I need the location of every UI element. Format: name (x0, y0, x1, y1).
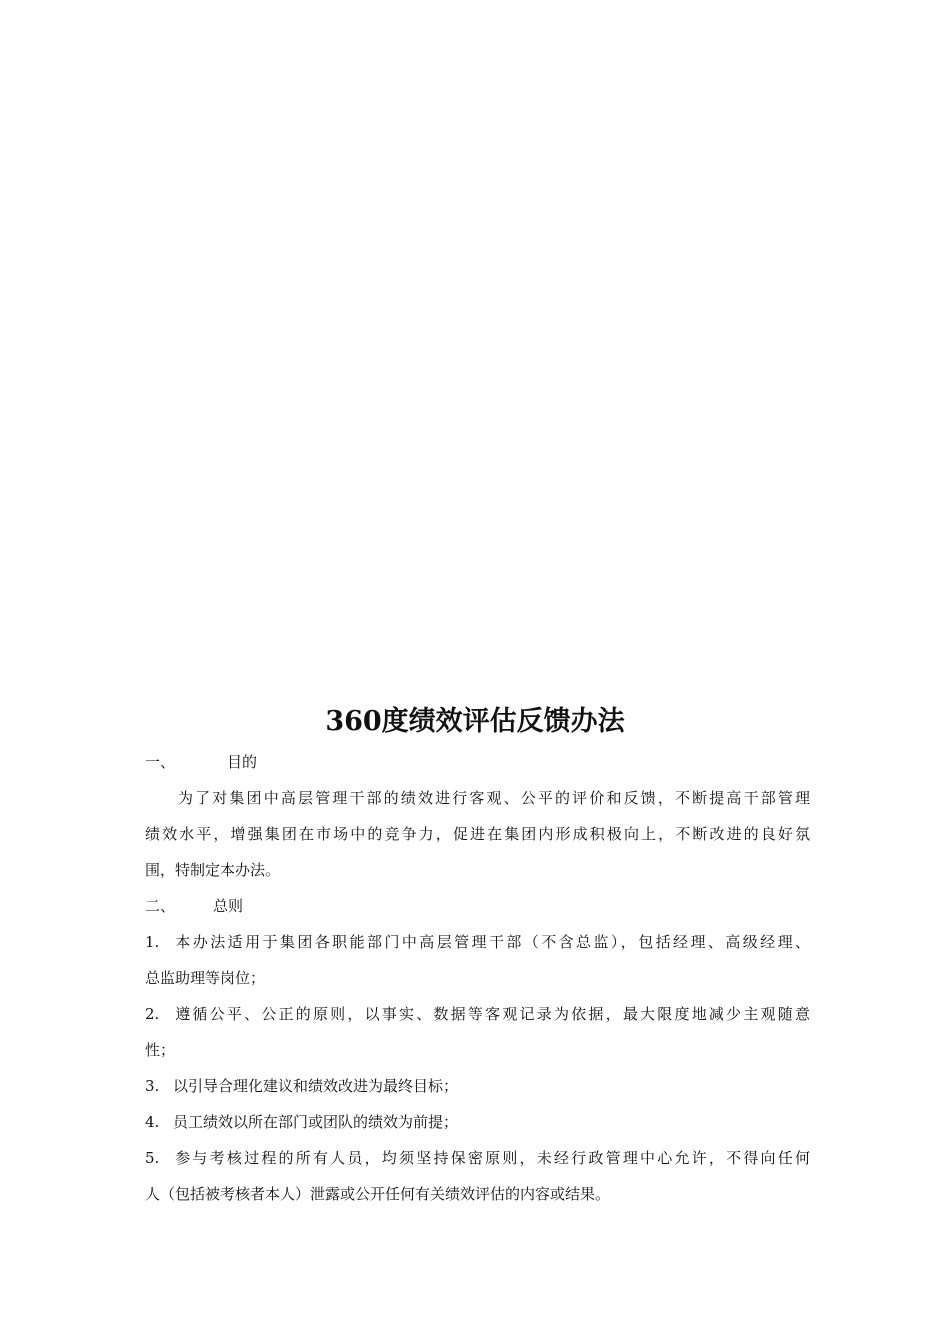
list-item-continuation: 性； (145, 1041, 176, 1059)
list-item-text: 参与考核过程的所有人员，均须坚持保密原则，未经行政管理中心允许，不得向任何 (173, 1149, 810, 1167)
list-item (145, 996, 810, 1032)
list-item (145, 1104, 810, 1140)
list-item-number: 5. (145, 1149, 160, 1167)
section-heading-general-rules (145, 888, 810, 924)
list-item-continuation: 人（包括被考核者本人）泄露或公开任何有关绩效评估的内容或结果。 (145, 1185, 611, 1203)
paragraph-line: 为了对集团中高层管理干部的绩效进行客观、公平的评价和反馈，不断提高干部管理 (178, 789, 810, 807)
list-item-number: 2. (145, 1005, 160, 1023)
list-item-number: 3. (145, 1077, 160, 1095)
list-item (145, 1068, 810, 1104)
list-item-text: 员工绩效以所在部门或团队的绩效为前提； (173, 1113, 459, 1131)
section-number: 一、 (145, 753, 176, 771)
section-title: 目的 (227, 753, 258, 771)
paragraph-line: 围，特制定本办法。 (145, 861, 281, 879)
list-item (145, 924, 810, 960)
section-number: 二、 (145, 897, 176, 915)
list-item-number: 1. (145, 933, 160, 951)
list-item-text: 本办法适用于集团各职能部门中高层管理干部（不含总监），包括经理、高级经理、 (173, 933, 810, 951)
list-item-number: 4. (145, 1113, 160, 1131)
list-item (145, 1140, 810, 1176)
list-item-text: 以引导合理化建议和绩效改进为最终目标； (173, 1077, 459, 1095)
section-heading-purpose (145, 744, 810, 780)
paragraph-line: 绩效水平，增强集团在市场中的竞争力，促进在集团内形成积极向上，不断改进的良好氛 (145, 825, 810, 843)
section-title: 总则 (213, 897, 244, 915)
list-item-continuation: 总监助理等岗位； (145, 969, 266, 987)
list-item-text: 遵循公平、公正的原则，以事实、数据等客观记录为依据，最大限度地减少主观随意 (173, 1005, 810, 1023)
document-title: 360度绩效评估反馈办法 (325, 706, 625, 737)
document-body (145, 744, 810, 1212)
